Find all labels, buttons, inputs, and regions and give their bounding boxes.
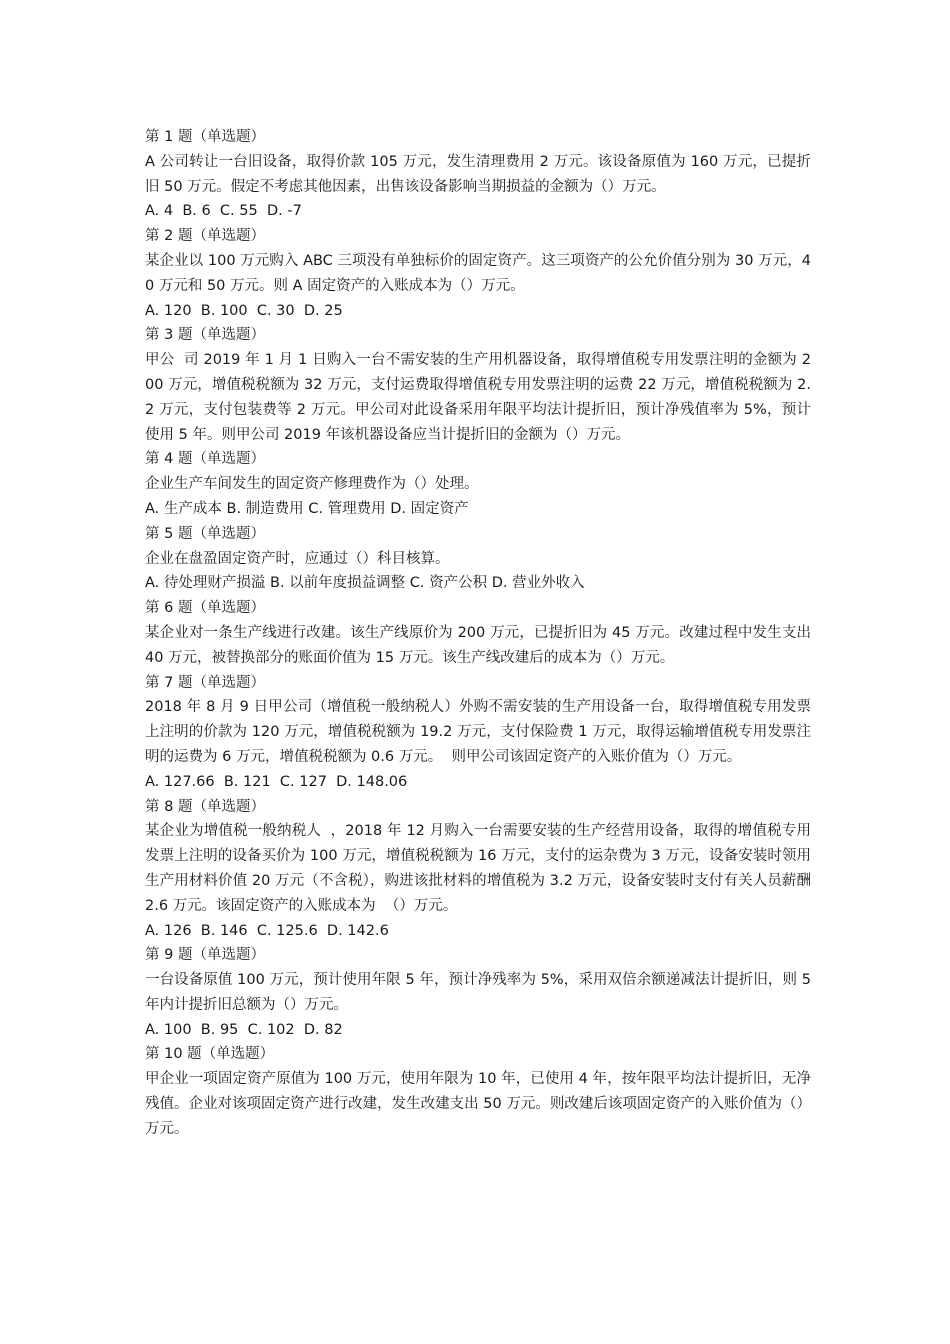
question-header: 第 5 题（单选题）	[145, 525, 265, 542]
question-stem: 甲公 司 2019 年 1 月 1 日购入一台不需安装的生产用机器设备，取得增值税专用发票注明的金额为 200 万元，增值税税额为 32 万元，支付运费取得增值税专用发票注明的运费 22 万元，增值税税额为 2.2 万元，支付包装费等 2 万元。甲公司对此设备采用年限平均法计提折旧，预计净残值率为 5%，预计使用 5 年。则甲公司 2019 年该机器设备应当计提折旧的金额为（）万元。	[145, 352, 811, 443]
question-stem: 某企业以 100 万元购入 ABC 三项没有单独标价的固定资产。这三项资产的公允价值分别为 30 万元，40 万元和 50 万元。则 A 固定资产的入账成本为（）万元。	[145, 252, 811, 294]
question-6	[145, 596, 816, 670]
question-2	[145, 224, 811, 323]
question-stem: 某企业为增值税一般纳税人 ，2018 年 12 月购入一台需要安装的生产经营用设备，取得的增值税专用发票上注明的设备买价为 100 万元，增值税税额为 16 万元，支付的运杂费为 3 万元，设备安装时领用生产用材料价值 20 万元（不含税），购进该批材料的增值税为 3.2 万元，设备安装时支付有关人员薪酬 2.6 万元。该固定资产的入账成本为 （）万元。	[145, 823, 816, 914]
question-options: A. 4 B. 6 C. 55 D. -7	[145, 203, 302, 220]
question-header: 第 10 题（单选题）	[145, 1046, 275, 1063]
question-stem: 一台设备原值 100 万元，预计使用年限 5 年，预计净残率为 5%，采用双倍余额递减法计提折旧，则 5 年内计提折旧总额为（）万元。	[145, 972, 816, 1013]
question-10	[145, 1042, 811, 1141]
question-options: A. 100 B. 95 C. 102 D. 82	[145, 1021, 343, 1038]
question-stem: 某企业对一条生产线进行改建。该生产线原价为 200 万元，已提折旧为 45 万元。改建过程中发生支出 40 万元，被替换部分的账面价值为 15 万元。该生产线改建后的成本为（）万元。	[145, 624, 816, 666]
question-stem: 企业生产车间发生的固定资产修理费作为（）处理。	[145, 476, 479, 493]
question-header: 第 4 题（单选题）	[145, 451, 265, 468]
question-7	[145, 671, 811, 795]
question-header: 第 8 题（单选题）	[145, 798, 265, 815]
question-header: 第 9 题（单选题）	[145, 947, 265, 964]
question-8	[145, 795, 816, 944]
question-9	[145, 943, 816, 1042]
question-options: A. 120 B. 100 C. 30 D. 25	[145, 302, 343, 319]
question-options: A. 127.66 B. 121 C. 127 D. 148.06	[145, 773, 408, 790]
document-page	[145, 125, 816, 1142]
question-header: 第 6 题（单选题）	[145, 600, 265, 617]
question-options: A. 126 B. 146 C. 125.6 D. 142.6	[145, 922, 389, 939]
question-stem: A 公司转让一台旧设备，取得价款 105 万元，发生清理费用 2 万元。该设备原值为 160 万元，已提折旧 50 万元。假定不考虑其他因素，出售该设备影响当期损益的金额为（）万元。	[145, 153, 811, 195]
question-stem: 甲企业一项固定资产原值为 100 万元，使用年限为 10 年，已使用 4 年，按年限平均法计提折旧，无净残值。企业对该项固定资产进行改建，发生改建支出 50 万元。则改建后该项固定资产的入账价值为（）万元。	[145, 1071, 811, 1137]
question-header: 第 2 题（单选题）	[145, 228, 265, 245]
question-header: 第 3 题（单选题）	[145, 327, 265, 344]
question-3	[145, 323, 811, 447]
question-options: A. 待处理财产损溢 B. 以前年度损益调整 C. 资产公积 D. 营业外收入	[145, 575, 585, 592]
question-options: A. 生产成本 B. 制造费用 C. 管理费用 D. 固定资产	[145, 500, 469, 517]
question-1	[145, 125, 811, 224]
question-stem: 企业在盘盈固定资产时，应通过（）科目核算。	[145, 550, 450, 567]
question-stem: 2018 年 8 月 9 日甲公司（增值税一般纳税人）外购不需安装的生产用设备一台，取得增值税专用发票上注明的价款为 120 万元，增值税税额为 19.2 万元，支付保险费 1 万元，取得运输增值税专用发票注明的运费为 6 万元，增值税税额为 0.6 万元。 则甲公司该固定资产的入账价值为（）万元。	[145, 699, 811, 765]
question-header: 第 7 题（单选题）	[145, 674, 265, 691]
question-5	[145, 522, 811, 596]
question-4	[145, 447, 811, 521]
question-header: 第 1 题（单选题）	[145, 129, 265, 145]
